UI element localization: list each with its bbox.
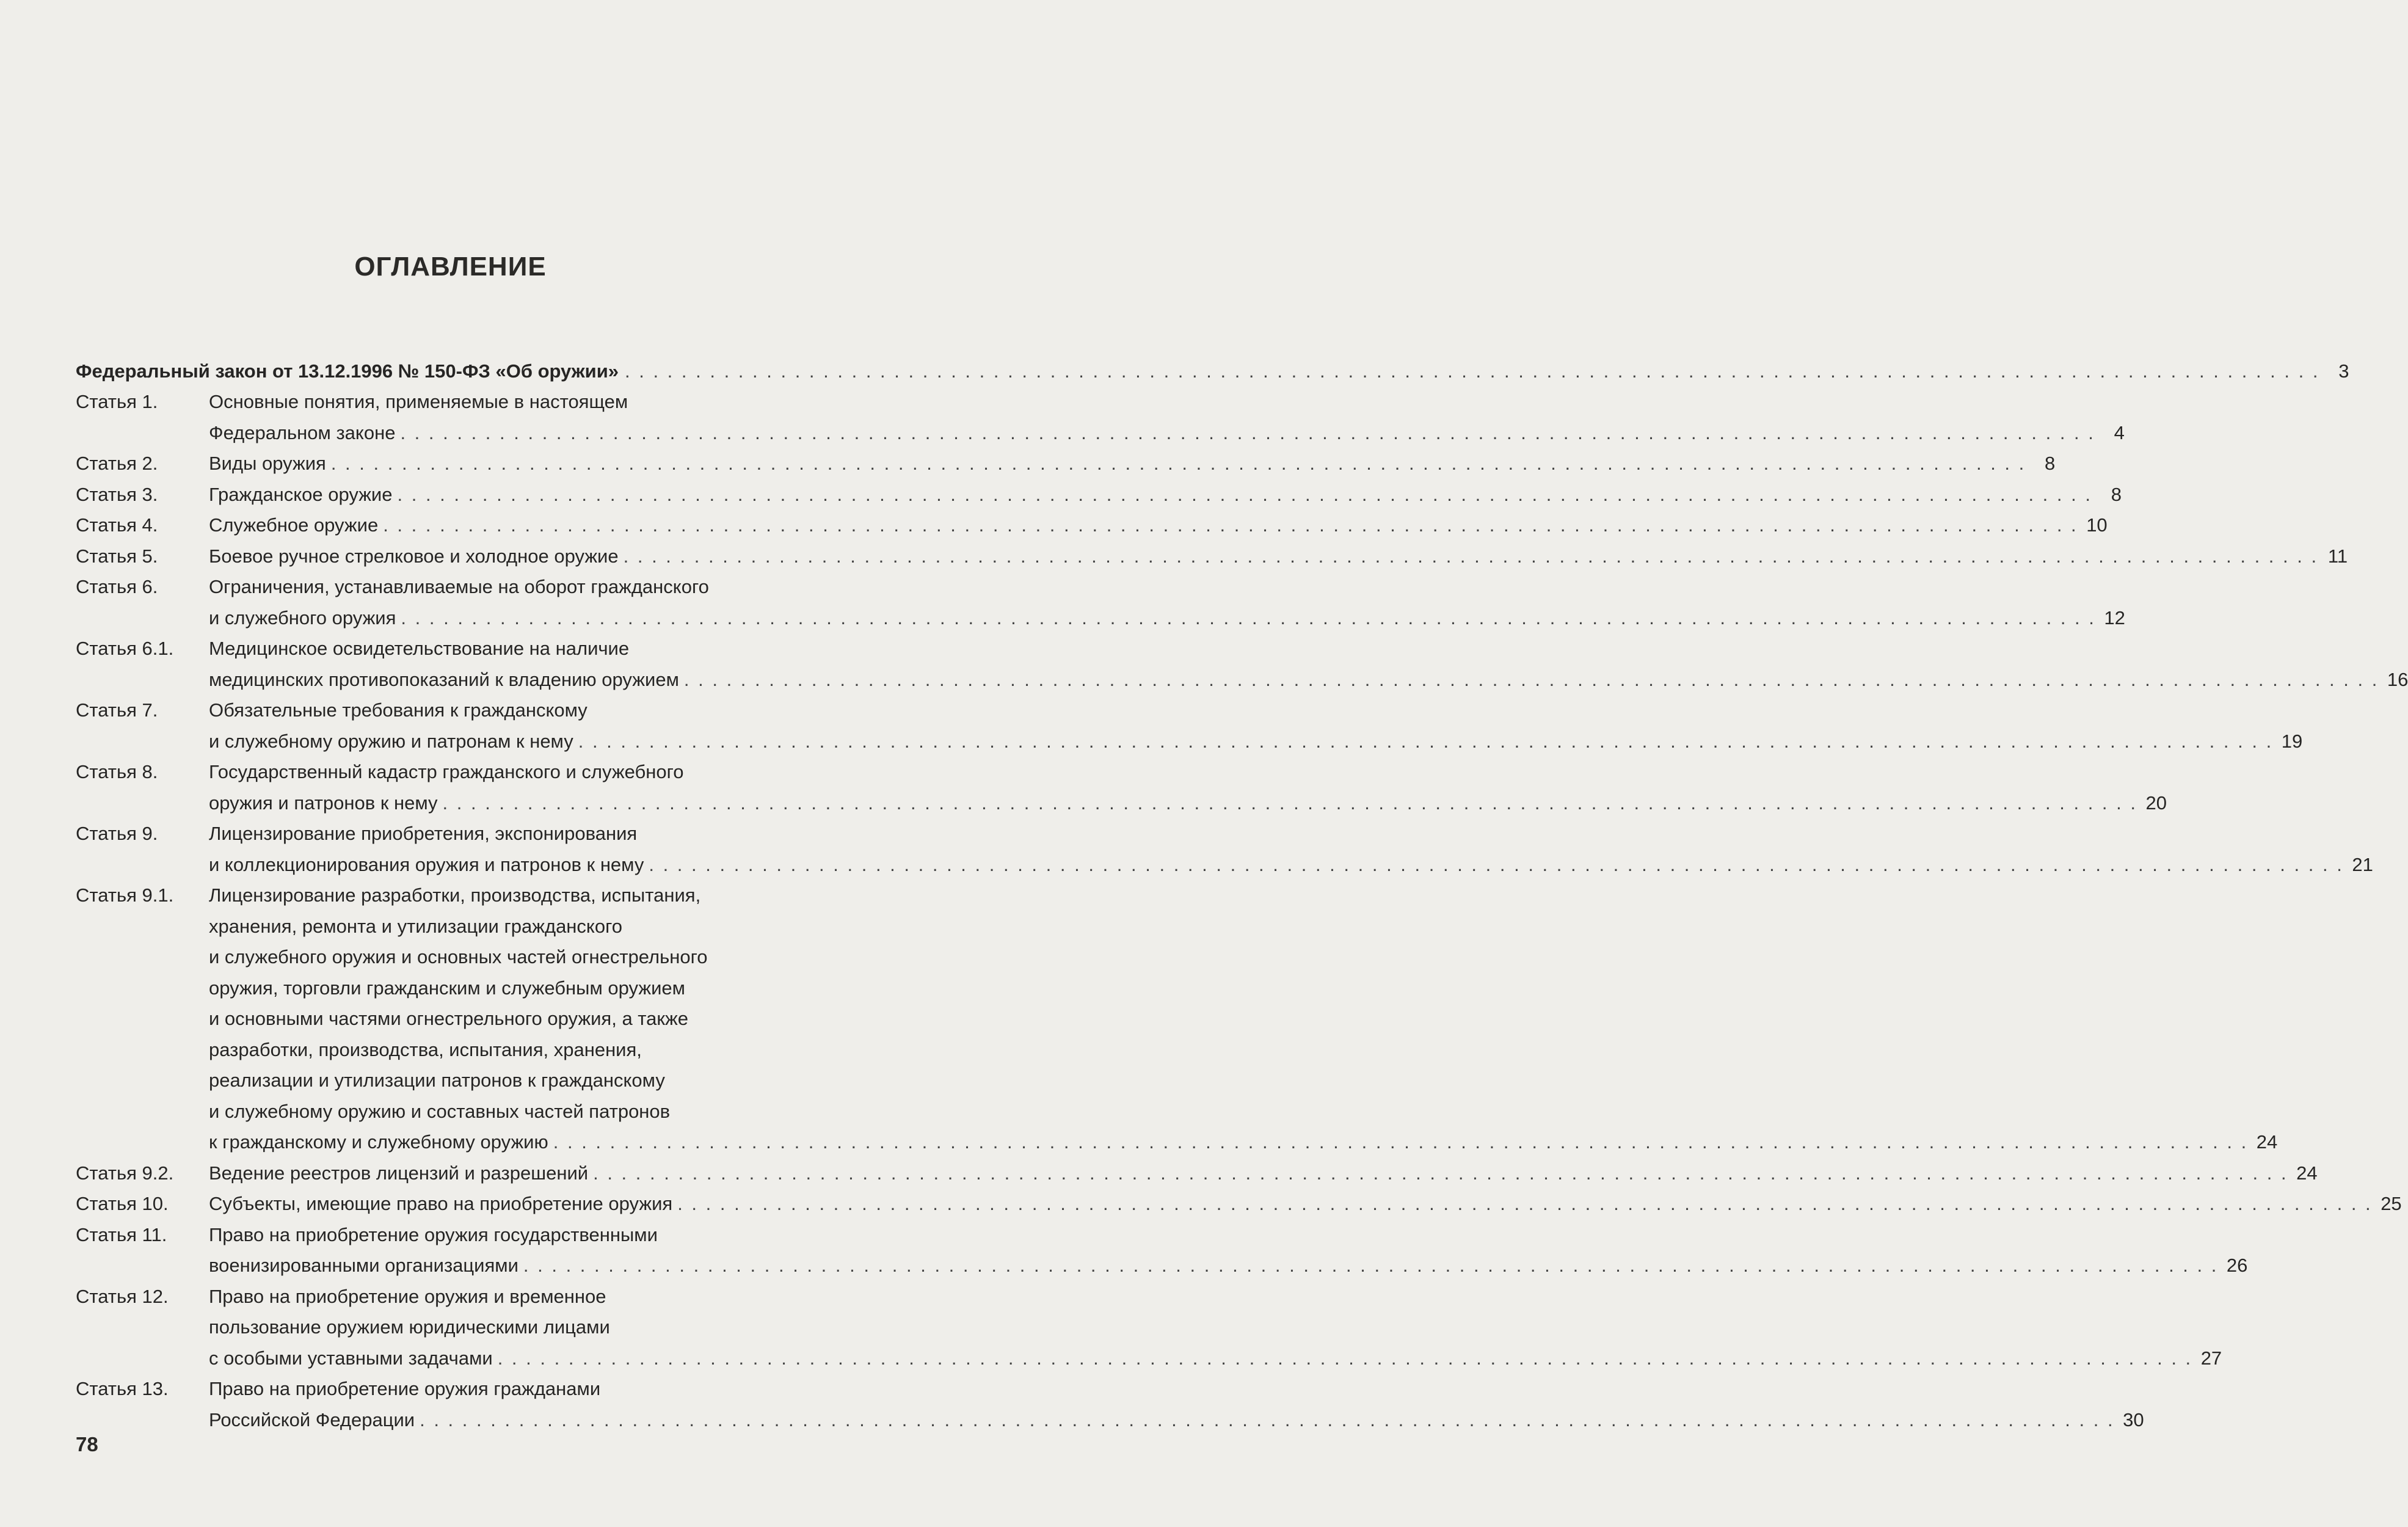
page-number: 78 <box>76 1433 98 1456</box>
title-line: и коллекционирования оружия и патронов к нему <box>209 853 644 875</box>
title-last-line <box>209 1158 2318 1189</box>
toc-entry[interactable] <box>76 572 2125 633</box>
page-ref: 30 <box>2123 1409 2144 1430</box>
dot-leader: . . . . . . . . . . . . . . . . . . . . . . . . . . . . . . . . . . . . . . . . . . . . . . . . . . . . . . . . . . . . . . . . . . . . . . . . . . . . . . . . . . . . . . . . . . . . . . . . . . . . . . . . . . . . . . . . . . . . . . . . <box>649 853 2344 875</box>
page-ref: 24 <box>2256 1131 2278 1153</box>
article-title <box>209 541 2348 572</box>
title-line: оружия и патронов к нему <box>209 792 438 814</box>
dot-leader: . . . . . . . . . . . . . . . . . . . . . . . . . . . . . . . . . . . . . . . . . . . . . . . . . . . . . . . . . . . . . . . . . . . . . . . . . . . . . . . . . . . . . . . . . . . . . . . . . . . . . . . . . . . . . . . . . . . . . . . . <box>683 668 2379 690</box>
title-line: и основными частями огнестрельного оружия, а также <box>209 1008 688 1029</box>
article-title <box>209 695 2303 757</box>
title-line: Служебное оружие <box>209 514 379 536</box>
page-ref: 8 <box>2045 453 2056 474</box>
title-last-line <box>209 603 2125 634</box>
title-line: военизированными организациями <box>209 1255 518 1276</box>
article-label: Статья 5. <box>76 545 158 567</box>
toc-entry[interactable] <box>76 541 2348 572</box>
article-title <box>209 510 2108 541</box>
toc-entry[interactable] <box>76 880 2278 1158</box>
article-label: Статья 10. <box>76 1193 169 1214</box>
toc-entry[interactable] <box>76 510 2108 541</box>
page-ref: 26 <box>2226 1255 2248 1276</box>
title-last-line <box>209 726 2303 757</box>
toc-entry[interactable] <box>76 1189 2402 1220</box>
article-label: Статья 8. <box>76 761 158 782</box>
article-label: Статья 9.1. <box>76 884 174 906</box>
law-page-number: 3 <box>2338 360 2349 382</box>
title-line: и служебному оружию и патронам к нему <box>209 730 573 752</box>
article-label: Статья 7. <box>76 699 158 721</box>
article-title <box>209 1220 2248 1281</box>
title-last-line <box>209 448 2056 479</box>
title-line: Боевое ручное стрелковое и холодное оружие <box>209 545 619 567</box>
dot-leader: . . . . . . . . . . . . . . . . . . . . . . . . . . . . . . . . . . . . . . . . . . . . . . . . . . . . . . . . . . . . . . . . . . . . . . . . . . . . . . . . . . . . . . . . . . . . . . . . . . . . . . . . . . . . . . . . . . . . . . . . <box>553 1131 2249 1153</box>
article-label: Статья 13. <box>76 1378 169 1399</box>
title-line: Право на приобретение оружия гражданами <box>209 1378 601 1399</box>
article-title <box>209 757 2167 818</box>
article-label: Статья 2. <box>76 453 158 474</box>
title-line: реализации и утилизации патронов к гражданскому <box>209 1070 665 1091</box>
toc-entry[interactable] <box>76 633 2408 695</box>
article-title <box>209 1281 2222 1374</box>
toc-entry[interactable] <box>76 1281 2222 1374</box>
title-last-line <box>209 1127 2278 1158</box>
article-title <box>209 1189 2402 1220</box>
title-last-line <box>209 479 2122 511</box>
title-last-line <box>209 1343 2222 1374</box>
title-last-line <box>209 850 2373 881</box>
page-ref: 20 <box>2145 792 2167 814</box>
toc-entry[interactable] <box>76 757 2167 818</box>
title-line: Федеральном законе <box>209 421 396 443</box>
title-line: Российской Федерации <box>209 1409 415 1430</box>
dot-leader: . . . . . . . . . . . . . . . . . . . . . . . . . . . . . . . . . . . . . . . . . . . . . . . . . . . . . . . . . . . . . . . . . . . . . . . . . . . . . . . . . . . . . . . . . . . . . . . . . . . . . . . . . . . . . . . . . . . . . . . . <box>401 607 2096 629</box>
article-label: Статья 9. <box>76 823 158 844</box>
title-line: Гражданское оружие <box>209 483 393 505</box>
dot-leader: . . . . . . . . . . . . . . . . . . . . . . . . . . . . . . . . . . . . . . . . . . . . . . . . . . . . . . . . . . . . . . . . . . . . . . . . . . . . . . . . . . . . . . . . . . . . . . . . . . . . . . . . . . . . . . . . . . . . . . . . <box>330 453 2026 474</box>
article-title <box>209 818 2373 880</box>
dot-leader: . . . . . . . . . . . . . . . . . . . . . . . . . . . . . . . . . . . . . . . . . . . . . . . . . . . . . . . . . . . . . . . . . . . . . . . . . . . . . . . . . . . . . . . . . . . . . . . . . . . . . . . . . . . . . . . . . . . . . . . . <box>442 792 2137 814</box>
table-of-contents <box>76 351 2408 1435</box>
dot-leader: . . . . . . . . . . . . . . . . . . . . . . . . . . . . . . . . . . . . . . . . . . . . . . . . . . . . . . . . . . . . . . . . . . . . . . . . . . . . . . . . . . . . . . . . . . . . . . . . . . . . . . . . . . . . . . . . . . . . . . . . <box>623 545 2319 567</box>
title-line: Право на приобретение оружия государственными <box>209 1223 658 1245</box>
page-ref: 25 <box>2381 1193 2402 1214</box>
title-line: Обязательные требования к гражданскому <box>209 699 587 721</box>
page-ref: 19 <box>2281 730 2303 752</box>
title-last-line <box>209 510 2108 541</box>
title-last-line <box>209 1189 2402 1220</box>
article-label: Статья 11. <box>76 1223 167 1245</box>
dot-leader: . . . . . . . . . . . . . . . . . . . . . . . . . . . . . . . . . . . . . . . . . . . . . . . . . . . . . . . . . . . . . . . . . . . . . . . . . . . . . . . . . . . . . . . . . . . . . . . . . . . . . . . . . . . . . . . . . . . . . . . . <box>677 1193 2373 1214</box>
toc-entry[interactable] <box>76 1220 2248 1281</box>
law-entry[interactable] <box>76 351 2349 382</box>
title-line: Ведение реестров лицензий и разрешений <box>209 1162 589 1184</box>
article-label: Статья 9.2. <box>76 1162 174 1184</box>
title-last-line <box>209 1405 2144 1436</box>
article-label: Статья 1. <box>76 391 158 412</box>
page-ref: 10 <box>2086 514 2108 536</box>
article-title <box>209 448 2056 479</box>
title-line: с особыми уставными задачами <box>209 1347 493 1369</box>
title-line: и служебного оружия <box>209 607 396 629</box>
page-ref: 16 <box>2387 668 2408 690</box>
title-line: к гражданскому и служебному оружию <box>209 1131 548 1153</box>
toc-entry[interactable] <box>76 695 2303 757</box>
toc-entry[interactable] <box>76 1158 2318 1189</box>
dot-leader: . . . . . . . . . . . . . . . . . . . . . . . . . . . . . . . . . . . . . . . . . . . . . . . . . . . . . . . . . . . . . . . . . . . . . . . . . . . . . . . . . . . . . . . . . . . . . . . . . . . . . . . . . . . . . . . . . . . . . . . . <box>625 360 2320 382</box>
page-ref: 27 <box>2200 1347 2222 1369</box>
title-line: оружия, торговли гражданским и служебным оружием <box>209 977 685 999</box>
article-title <box>209 572 2125 633</box>
article-title <box>209 880 2278 1158</box>
title-line: Лицензирование приобретения, экспонирования <box>209 823 638 844</box>
page-ref: 12 <box>2104 607 2125 629</box>
article-label: Статья 4. <box>76 514 158 536</box>
title-last-line <box>209 788 2167 819</box>
title-line: пользование оружием юридическими лицами <box>209 1316 610 1338</box>
title-line: Основные понятия, применяемые в настоящем <box>209 391 628 412</box>
title-line: Виды оружия <box>209 453 326 474</box>
dot-leader: . . . . . . . . . . . . . . . . . . . . . . . . . . . . . . . . . . . . . . . . . . . . . . . . . . . . . . . . . . . . . . . . . . . . . . . . . . . . . . . . . . . . . . . . . . . . . . . . . . . . . . . . . . . . . . . . . . . . . . . . <box>400 421 2095 443</box>
article-title <box>209 1158 2318 1189</box>
article-label: Статья 6.1. <box>76 638 174 659</box>
article-label: Статья 6. <box>76 576 158 597</box>
title-line: и служебному оружию и составных частей патронов <box>209 1100 671 1122</box>
toc-entry[interactable] <box>76 448 2056 479</box>
title-last-line <box>209 665 2408 696</box>
article-label: Статья 3. <box>76 483 158 505</box>
title-line: Государственный кадастр гражданского и служебного <box>209 761 684 782</box>
dot-leader: . . . . . . . . . . . . . . . . . . . . . . . . . . . . . . . . . . . . . . . . . . . . . . . . . . . . . . . . . . . . . . . . . . . . . . . . . . . . . . . . . . . . . . . . . . . . . . . . . . . . . . . . . . . . . . . . . . . . . . . . <box>383 514 2078 536</box>
law-title: Федеральный закон от 13.12.1996 № 150-ФЗ «Об оружии» <box>76 360 619 382</box>
title-last-line <box>209 1250 2248 1281</box>
toc-entry[interactable] <box>76 818 2373 880</box>
title-line: Лицензирование разработки, производства, испытания, <box>209 884 701 906</box>
dot-leader: . . . . . . . . . . . . . . . . . . . . . . . . . . . . . . . . . . . . . . . . . . . . . . . . . . . . . . . . . . . . . . . . . . . . . . . . . . . . . . . . . . . . . . . . . . . . . . . . . . . . . . . . . . . . . . . . . . . . . . . . <box>497 1347 2193 1369</box>
title-line: хранения, ремонта и утилизации гражданского <box>209 915 622 937</box>
toc-entry[interactable] <box>76 479 2122 511</box>
toc-entry[interactable] <box>76 1374 2144 1435</box>
dot-leader: . . . . . . . . . . . . . . . . . . . . . . . . . . . . . . . . . . . . . . . . . . . . . . . . . . . . . . . . . . . . . . . . . . . . . . . . . . . . . . . . . . . . . . . . . . . . . . . . . . . . . . . . . . . . . . . . . . . . . . . . <box>420 1409 2115 1430</box>
page-ref: 4 <box>2114 421 2125 443</box>
title-line: и служебного оружия и основных частей огнестрельного <box>209 946 708 968</box>
article-label: Статья 12. <box>76 1285 169 1307</box>
title-line: Право на приобретение оружия и временное <box>209 1285 606 1307</box>
article-title <box>209 1374 2144 1435</box>
dot-leader: . . . . . . . . . . . . . . . . . . . . . . . . . . . . . . . . . . . . . . . . . . . . . . . . . . . . . . . . . . . . . . . . . . . . . . . . . . . . . . . . . . . . . . . . . . . . . . . . . . . . . . . . . . . . . . . . . . . . . . . . <box>397 483 2092 505</box>
dot-leader: . . . . . . . . . . . . . . . . . . . . . . . . . . . . . . . . . . . . . . . . . . . . . . . . . . . . . . . . . . . . . . . . . . . . . . . . . . . . . . . . . . . . . . . . . . . . . . . . . . . . . . . . . . . . . . . . . . . . . . . . <box>593 1162 2288 1184</box>
article-title <box>209 387 2125 448</box>
title-last-line <box>209 418 2125 449</box>
title-line: разработки, производства, испытания, хранения, <box>209 1038 642 1060</box>
page-ref: 8 <box>2111 483 2122 505</box>
title-line: Ограничения, устанавливаемые на оборот гражданского <box>209 576 709 597</box>
toc-entry[interactable] <box>76 387 2125 448</box>
dot-leader: . . . . . . . . . . . . . . . . . . . . . . . . . . . . . . . . . . . . . . . . . . . . . . . . . . . . . . . . . . . . . . . . . . . . . . . . . . . . . . . . . . . . . . . . . . . . . . . . . . . . . . . . . . . . . . . . . . . . . . . . <box>523 1255 2219 1276</box>
page-ref: 24 <box>2296 1162 2318 1184</box>
title-line: медицинских противопоказаний к владению оружием <box>209 668 679 690</box>
dot-leader: . . . . . . . . . . . . . . . . . . . . . . . . . . . . . . . . . . . . . . . . . . . . . . . . . . . . . . . . . . . . . . . . . . . . . . . . . . . . . . . . . . . . . . . . . . . . . . . . . . . . . . . . . . . . . . . . . . . . . . . . <box>578 730 2274 752</box>
page-ref: 11 <box>2327 545 2348 567</box>
page-ref: 21 <box>2352 853 2373 875</box>
article-title <box>209 479 2122 511</box>
title-line: Субъекты, имеющие право на приобретение оружия <box>209 1193 673 1214</box>
page-title: ОГЛАВЛЕНИЕ <box>354 252 547 282</box>
article-title <box>209 633 2408 695</box>
title-line: Медицинское освидетельствование на наличие <box>209 638 630 659</box>
title-last-line <box>209 541 2348 572</box>
